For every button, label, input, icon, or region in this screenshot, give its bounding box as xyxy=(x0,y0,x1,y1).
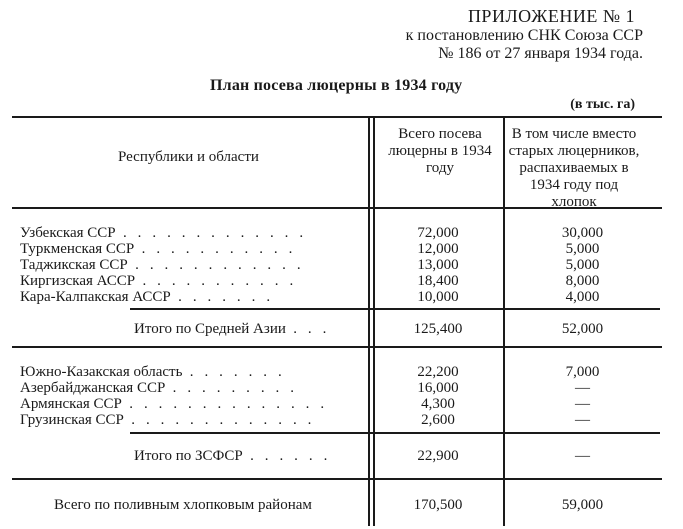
table-row-replaced: 30,000 xyxy=(561,225,604,241)
grand-total-label: Всего по поливным хлопковым районам xyxy=(54,497,312,513)
table-row-total: 2,600 xyxy=(421,412,455,428)
table-row-name: Армянская ССР . . . . . . . . . . . . . . xyxy=(20,396,328,412)
table-row-total: 72,000 xyxy=(417,225,459,241)
table-row-name: Кара-Калпакская АССР . . . . . . . xyxy=(20,289,274,305)
table-row-replaced: — xyxy=(575,396,590,412)
table-row-replaced: — xyxy=(575,380,590,396)
column-divider-2 xyxy=(503,116,505,526)
appendix-title: ПРИЛОЖЕНИЕ № 1 xyxy=(467,6,635,26)
subtotal-replaced: — xyxy=(575,448,590,464)
table-row-name: Таджикская ССР . . . . . . . . . . . . xyxy=(20,257,305,273)
table-row-name: Туркменская ССР . . . . . . . . . . . xyxy=(20,241,296,257)
units-note: (в тыс. га) xyxy=(570,97,635,112)
table-row-total: 16,000 xyxy=(417,380,459,396)
group2-subtotal-rule xyxy=(130,432,660,434)
subtotal-label: Итого по ЗСФСР . . . . . . xyxy=(134,448,331,464)
table-top-rule xyxy=(12,116,662,118)
table-row-replaced: 5,000 xyxy=(565,241,600,257)
subtotal-replaced: 52,000 xyxy=(561,321,604,337)
table-row-replaced: 5,000 xyxy=(565,257,600,273)
column-header-replaced: В том числе вместо старых люцерников, распахиваемых в 1934 году под хлопок xyxy=(508,126,640,210)
column-divider-1 xyxy=(368,116,370,526)
group1-subtotal-rule xyxy=(130,308,660,310)
column-header-total: Всего посева люцерны в 1934 году xyxy=(388,126,492,176)
subtotal-label: Итого по Средней Азии . . . xyxy=(134,321,330,337)
table-row-total: 4,300 xyxy=(421,396,455,412)
grand-total-total: 170,500 xyxy=(413,497,463,513)
table-row-name: Грузинская ССР . . . . . . . . . . . . . xyxy=(20,412,315,428)
table-row-total: 18,400 xyxy=(417,273,459,289)
group1-end-rule xyxy=(12,346,662,348)
table-row-total: 10,000 xyxy=(417,289,459,305)
subtotal-total: 22,900 xyxy=(417,448,459,464)
table-row-total: 12,000 xyxy=(417,241,459,257)
subtotal-total: 125,400 xyxy=(413,321,463,337)
column-header-regions: Республики и области xyxy=(118,149,259,165)
grand-total-replaced: 59,000 xyxy=(561,497,604,513)
appendix-decree-line: к постановлению СНК Союза ССР xyxy=(405,27,643,44)
table-row-replaced: 4,000 xyxy=(565,289,600,305)
table-row-total: 13,000 xyxy=(417,257,459,273)
table-row-name: Киргизская АССР . . . . . . . . . . . xyxy=(20,273,297,289)
table-row-total: 22,200 xyxy=(417,364,459,380)
table-row-replaced: 8,000 xyxy=(565,273,600,289)
table-row-name: Узбекская ССР . . . . . . . . . . . . . xyxy=(20,225,307,241)
table-row-replaced: — xyxy=(575,412,590,428)
table-title: План посева люцерны в 1934 году xyxy=(210,77,463,94)
group2-end-rule xyxy=(12,478,662,480)
table-row-name: Азербайджанская ССР . . . . . . . . . xyxy=(20,380,298,396)
column-divider-1b xyxy=(373,116,375,526)
table-row-name: Южно-Казакская область . . . . . . . xyxy=(20,364,286,380)
table-row-replaced: 7,000 xyxy=(565,364,600,380)
appendix-date-line: № 186 от 27 января 1934 года. xyxy=(438,45,643,62)
